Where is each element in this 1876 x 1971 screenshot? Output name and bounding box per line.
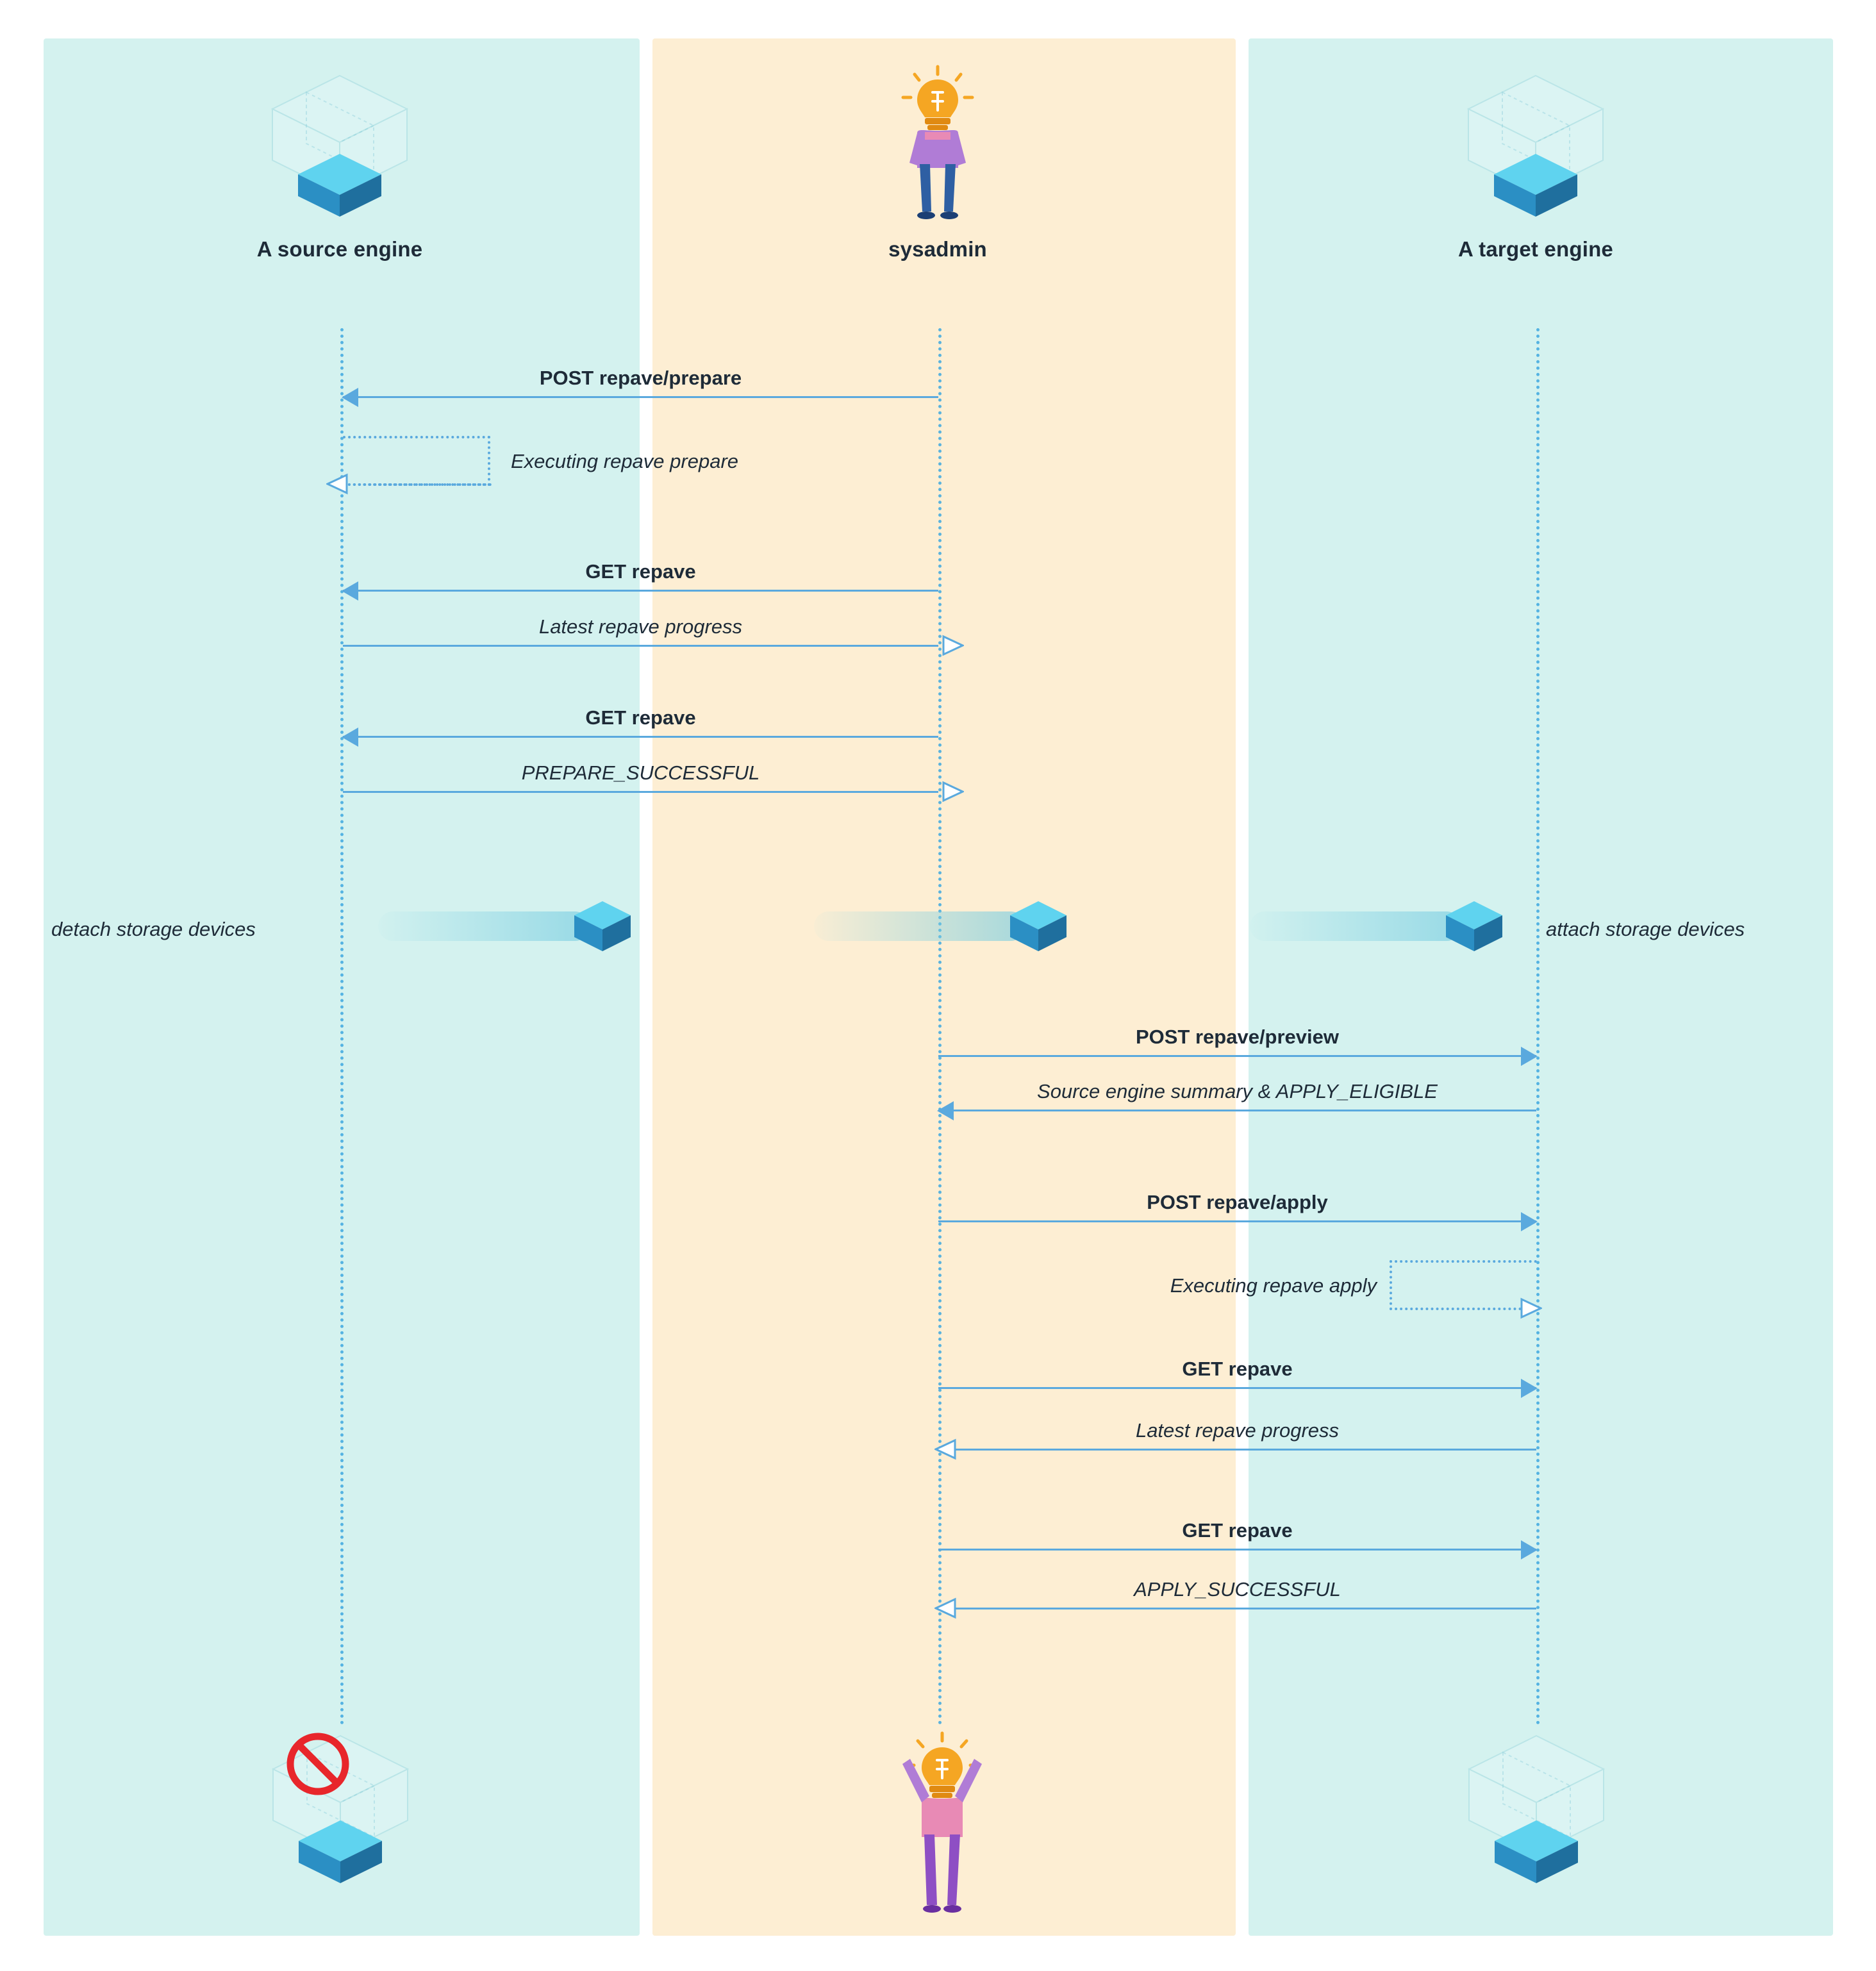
message-line [938, 1449, 1536, 1451]
engine-cube-icon [1420, 58, 1651, 237]
lane-target-engine [1249, 38, 1833, 1936]
actor-label: A source engine [256, 237, 423, 261]
message-latest-repave-progress-1 [343, 615, 938, 655]
message-line [938, 1055, 1536, 1057]
message-line [343, 590, 938, 592]
engine-cube-icon [1443, 1724, 1629, 1920]
message-get-repave-3 [938, 1358, 1536, 1397]
message-label: POST repave/prepare [539, 367, 742, 389]
storage-device-move-sysadmin [814, 897, 1070, 955]
arrowhead-left-icon [342, 728, 358, 747]
arrowhead-right-icon [1521, 1540, 1538, 1559]
message-line [343, 791, 938, 793]
message-get-repave-1 [343, 560, 938, 600]
message-line [938, 1220, 1536, 1222]
storage-device-cube-icon [570, 897, 635, 958]
message-line [343, 396, 938, 398]
self-message-return-line [343, 483, 492, 488]
arrowhead-right-icon [1521, 1379, 1538, 1398]
message-post-repave-preview [938, 1026, 1536, 1065]
self-message-loop [343, 436, 490, 486]
motion-trail [1250, 911, 1461, 941]
message-label: GET repave [1182, 1519, 1293, 1542]
engine-cube-disabled-icon [247, 1724, 433, 1920]
motion-trail [814, 911, 1025, 941]
message-get-repave-2 [343, 706, 938, 746]
message-label: Latest repave progress [538, 615, 743, 638]
storage-device-move-target [1250, 897, 1506, 955]
actor-source-engine [224, 58, 455, 262]
self-message-loop [1390, 1260, 1537, 1310]
message-source-engine-summary [938, 1080, 1536, 1120]
message-line [343, 645, 938, 647]
message-post-repave-prepare [343, 367, 938, 406]
annotation-detach-storage-devices: detach storage devices [51, 918, 256, 940]
message-label: Latest repave progress [1135, 1419, 1340, 1442]
sysadmin-person-icon [822, 58, 1053, 237]
sysadmin-celebrating-icon [884, 1718, 1000, 1920]
arrowhead-left-icon [342, 581, 358, 601]
message-post-repave-apply [938, 1191, 1536, 1231]
actor-sysadmin [822, 58, 1053, 262]
message-label: POST repave/preview [1135, 1026, 1340, 1048]
self-message-label: Executing repave apply [1170, 1274, 1377, 1297]
storage-device-cube-icon [1006, 897, 1070, 958]
message-label: PREPARE_SUCCESSFUL [521, 761, 760, 784]
lifeline-target-engine [1536, 328, 1540, 1726]
storage-device-move-source [378, 897, 635, 955]
message-label: Source engine summary & APPLY_ELIGIBLE [1037, 1080, 1438, 1102]
arrowhead-right-icon [1521, 1212, 1538, 1231]
message-label: GET repave [585, 560, 696, 583]
actor-label: sysadmin [888, 237, 987, 261]
self-message-executing-repave-apply [1170, 1260, 1543, 1322]
message-line [938, 1608, 1536, 1609]
arrowhead-left-icon [937, 1101, 954, 1120]
message-prepare-successful [343, 761, 938, 801]
message-label: POST repave/apply [1147, 1191, 1328, 1213]
arrowhead-right-icon [1521, 1047, 1538, 1066]
lifeline-source-engine [340, 328, 344, 1726]
message-label: GET repave [1182, 1358, 1293, 1380]
message-line [938, 1387, 1536, 1389]
engine-cube-icon [224, 58, 455, 237]
actor-target-engine [1420, 58, 1651, 262]
message-get-repave-4 [938, 1519, 1536, 1559]
message-latest-repave-progress-2 [938, 1419, 1536, 1459]
self-message-executing-repave-prepare [343, 436, 739, 497]
motion-trail [378, 911, 590, 941]
message-label: APPLY_SUCCESSFUL [1134, 1578, 1341, 1601]
message-line [938, 1110, 1536, 1111]
message-label: GET repave [585, 706, 696, 729]
message-line [343, 736, 938, 738]
self-message-label: Executing repave prepare [511, 450, 739, 472]
message-apply-successful [938, 1578, 1536, 1618]
storage-device-cube-icon [1442, 897, 1506, 958]
annotation-attach-storage-devices: attach storage devices [1546, 918, 1745, 940]
message-line [938, 1549, 1536, 1551]
lane-sysadmin [652, 38, 1236, 1936]
actor-label: A target engine [1458, 237, 1613, 261]
arrowhead-left-icon [342, 388, 358, 407]
